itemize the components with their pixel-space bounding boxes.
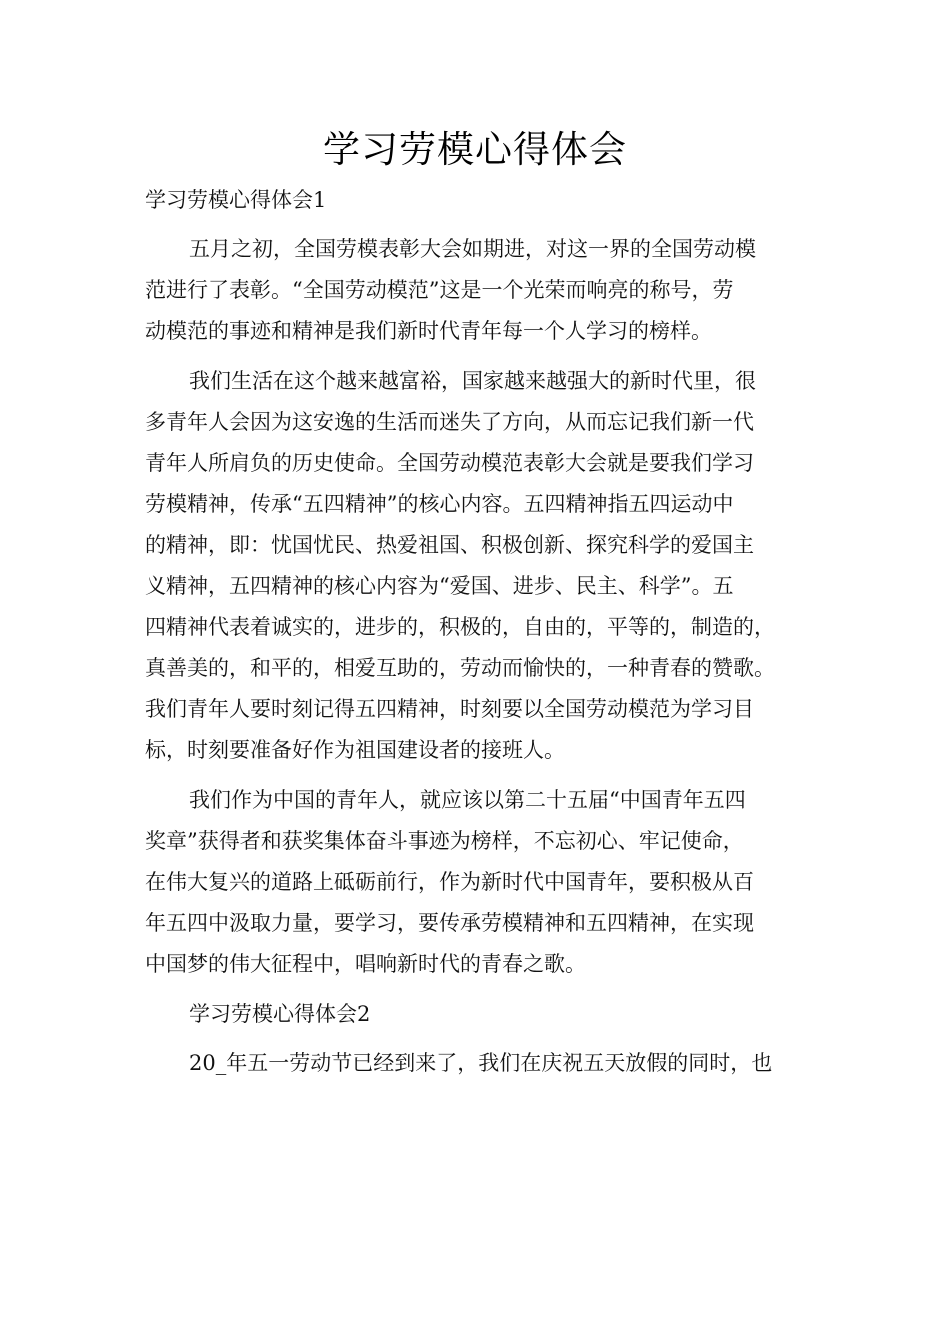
paragraph-line: 中国梦的伟大征程中，唱响新时代的青春之歌。 bbox=[145, 952, 586, 976]
document-body bbox=[145, 180, 825, 1084]
paragraph-line: 奖章”获得者和获奖集体奋斗事迹为榜样，不忘初心、牢记使命， bbox=[145, 829, 744, 853]
paragraph-line: 我们生活在这个越来越富裕，国家越来越强大的新时代里，很 bbox=[189, 369, 756, 393]
paragraph-2 bbox=[145, 361, 825, 771]
paragraph-1 bbox=[145, 229, 825, 352]
paragraph-line: 在伟大复兴的道路上砥砺前行，作为新时代中国青年，要积极从百 bbox=[145, 870, 754, 894]
section-heading-1: 学习劳模心得体会1 bbox=[145, 188, 327, 212]
paragraph-line: 我们作为中国的青年人，就应该以第二十五届“中国青年五四 bbox=[189, 788, 746, 812]
paragraph-line: 多青年人会因为这安逸的生活而迷失了方向，从而忘记我们新一代 bbox=[145, 410, 754, 434]
paragraph-line: 20_年五一劳动节已经到来了，我们在庆祝五天放假的同时，也 bbox=[189, 1051, 773, 1075]
paragraph-line: 青年人所肩负的历史使命。全国劳动模范表彰大会就是要我们学习 bbox=[145, 451, 754, 475]
paragraph-line: 的精神，即：忧国忧民、热爱祖国、积极创新、探究科学的爱国主 bbox=[145, 533, 754, 557]
paragraph-line: 标，时刻要准备好作为祖国建设者的接班人。 bbox=[145, 738, 565, 762]
paragraph-line: 真善美的，和平的，相爱互助的，劳动而愉快的，一种青春的赞歌。 bbox=[145, 656, 775, 680]
paragraph-line: 我们青年人要时刻记得五四精神，时刻要以全国劳动模范为学习目 bbox=[145, 697, 754, 721]
paragraph-line: 五月之初，全国劳模表彰大会如期进，对这一界的全国劳动模 bbox=[189, 237, 756, 261]
section-heading-2: 学习劳模心得体会2 bbox=[189, 1002, 371, 1026]
paragraph-line: 四精神代表着诚实的，进步的，积极的，自由的，平等的，制造的， bbox=[145, 615, 775, 639]
paragraph-line: 范进行了表彰。“全国劳动模范”这是一个光荣而响亮的称号，劳 bbox=[145, 278, 734, 302]
paragraph-line: 义精神，五四精神的核心内容为“爱国、进步、民主、科学”。五 bbox=[145, 574, 734, 598]
paragraph-line: 年五四中汲取力量，要学习，要传承劳模精神和五四精神，在实现 bbox=[145, 911, 754, 935]
paragraph-line: 动模范的事迹和精神是我们新时代青年每一个人学习的榜样。 bbox=[145, 319, 712, 343]
paragraph-line: 劳模精神，传承“五四精神”的核心内容。五四精神指五四运动中 bbox=[145, 492, 734, 516]
paragraph-3 bbox=[145, 780, 825, 985]
document-title: 学习劳模心得体会 bbox=[323, 128, 627, 171]
